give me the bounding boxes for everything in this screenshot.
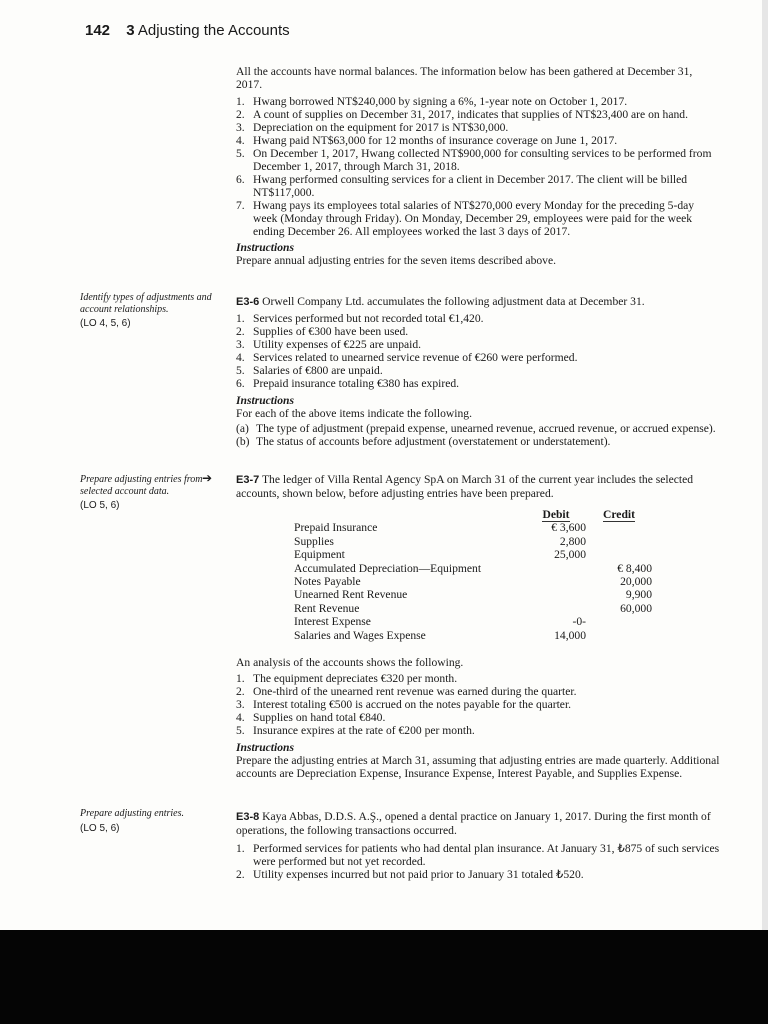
info-list xyxy=(236,95,721,238)
instructions-text: Prepare the adjusting entries at March 31, assuming that adjusting entries are made quarterly. Additional accounts are Depreciation Expense, Insurance Expense, Interest Payable, and Supplies Expense. xyxy=(236,754,720,780)
list-item: 3. Utility expenses of €225 are unpaid. xyxy=(236,338,422,351)
scan-edge xyxy=(762,0,768,930)
analysis-list xyxy=(236,672,721,737)
list-item: 5. Salaries of €800 are unpaid. xyxy=(236,364,383,377)
running-header xyxy=(85,22,290,39)
problem-continuation xyxy=(236,65,721,267)
column-header-credit: Credit xyxy=(603,508,635,521)
learning-objective-ref: (LO 5, 6) xyxy=(80,822,120,834)
table-row: Rent Revenue 60,000 xyxy=(294,601,652,615)
list-item: 2. Utility expenses incurred but not paid prior to January 31 totaled ₺520. xyxy=(236,868,584,881)
instructions-list xyxy=(236,422,721,448)
table-row: Accumulated Depreciation—Equipment € 8,400 xyxy=(294,561,652,575)
exercise-code: E3-8 xyxy=(236,811,260,823)
list-item: 3. Interest totaling €500 is accrued on the notes payable for the quarter. xyxy=(236,698,572,711)
margin-objective: Prepare adjusting entries from selected account data. xyxy=(80,474,203,497)
exercise-e3-7-analysis xyxy=(236,656,721,780)
transaction-list xyxy=(236,842,721,881)
list-item: 6. Prepaid insurance totaling €380 has expired. xyxy=(236,377,460,390)
arrow-pointer-icon: ➔ xyxy=(202,471,213,485)
list-item: 1. Services performed but not recorded total €1,420. xyxy=(236,312,484,325)
list-item: 3. Depreciation on the equipment for 2017 is NT$30,000. xyxy=(236,121,509,134)
list-item: 1. The equipment depreciates €320 per month. xyxy=(236,672,458,685)
exercise-code: E3-7 xyxy=(236,474,260,486)
exercise-e3-6 xyxy=(236,295,721,448)
instructions-heading: Instructions xyxy=(236,741,294,754)
exercise-code: E3-6 xyxy=(236,296,260,308)
exercise-text: Orwell Company Ltd. accumulates the following adjustment data at December 31. xyxy=(262,295,645,308)
list-item: 1. Hwang borrowed NT$240,000 by signing a 6%, 1-year note on October 1, 2017. xyxy=(236,95,628,108)
table-row: Interest Expense -0- xyxy=(294,615,586,629)
list-item: 4. Supplies on hand total €840. xyxy=(236,711,386,724)
table-row: Supplies 2,800 xyxy=(294,534,586,548)
list-item: (b) The status of accounts before adjustment (overstatement or understatement). xyxy=(236,435,611,448)
list-item: (a) The type of adjustment (prepaid expense, unearned revenue, accrued revenue, or accrued expense). xyxy=(236,422,716,435)
learning-objective-ref: (LO 4, 5, 6) xyxy=(80,318,131,329)
margin-objective: Prepare adjusting entries. xyxy=(80,808,184,819)
margin-note-e3-6 xyxy=(80,292,228,330)
margin-note-e3-8 xyxy=(80,808,228,834)
chapter-number: 3 xyxy=(126,22,135,39)
scan-bottom-border xyxy=(0,930,768,1024)
analysis-text: An analysis of the accounts shows the following. xyxy=(236,656,464,669)
list-item: 5. On December 1, 2017, Hwang collected NT$900,000 for consulting services to be performed from December 1, 2017, through March 31, 2018. xyxy=(236,147,712,173)
list-item: 4. Hwang paid NT$63,000 for 12 months of insurance coverage on June 1, 2017. xyxy=(236,134,618,147)
table-row: Unearned Rent Revenue 9,900 xyxy=(294,588,652,602)
table-row: Salaries and Wages Expense 14,000 xyxy=(294,628,586,642)
list-item: 7. Hwang pays its employees total salaries of NT$270,000 every Monday for the preceding 5-day week (Monday through Friday). On Monday, December 29, employees were paid for the week ending December 26. All employees worked the last 3 days of 2017. xyxy=(236,199,695,238)
learning-objective-ref: (LO 5, 6) xyxy=(80,500,120,511)
exercise-text: Kaya Abbas, D.D.S. A.Ş., opened a dental practice on January 1, 2017. During the first month of operations, the following transactions occurred. xyxy=(236,810,711,837)
instructions-text: Prepare annual adjusting entries for the seven items described above. xyxy=(236,254,557,267)
list-item: 2. Supplies of €300 have been used. xyxy=(236,325,409,338)
list-item: 1. Performed services for patients who had dental plan insurance. At January 31, ₺875 of such services were performed but not yet recorded. xyxy=(236,842,720,868)
table-row: Notes Payable 20,000 xyxy=(294,575,652,589)
margin-objective: Identify types of adjustments and account relationships. xyxy=(80,292,212,315)
column-header-debit: Debit xyxy=(542,508,570,521)
instructions-heading: Instructions xyxy=(236,241,294,254)
list-item: 2. One-third of the unearned rent revenue was earned during the quarter. xyxy=(236,685,577,698)
list-item: 5. Insurance expires at the rate of €200 per month. xyxy=(236,724,475,737)
page-number: 142 xyxy=(85,22,111,39)
account-balances-table xyxy=(294,508,652,642)
exercise-e3-8 xyxy=(236,810,721,881)
table-row: Equipment 25,000 xyxy=(294,548,586,562)
intro-text: All the accounts have normal balances. The information below has been gathered at December 31, 2017. xyxy=(236,65,693,91)
adjustment-list xyxy=(236,312,721,390)
exercise-text: The ledger of Villa Rental Agency SpA on March 31 of the current year includes the selected accounts, shown below, before adjusting entries have been prepared. xyxy=(236,473,694,500)
list-item: 2. A count of supplies on December 31, 2017, indicates that supplies of NT$23,400 are on hand. xyxy=(236,108,688,121)
list-item: 6. Hwang performed consulting services for a client in December 2017. The client will be billed NT$117,000. xyxy=(236,173,688,199)
chapter-title: Adjusting the Accounts xyxy=(137,22,290,39)
table-header-row xyxy=(294,508,652,521)
instructions-text: For each of the above items indicate the following. xyxy=(236,407,472,420)
instructions-heading: Instructions xyxy=(236,394,294,407)
table-row: Prepaid Insurance € 3,600 xyxy=(294,521,586,535)
exercise-e3-7 xyxy=(236,473,721,500)
list-item: 4. Services related to unearned service revenue of €260 were performed. xyxy=(236,351,578,364)
